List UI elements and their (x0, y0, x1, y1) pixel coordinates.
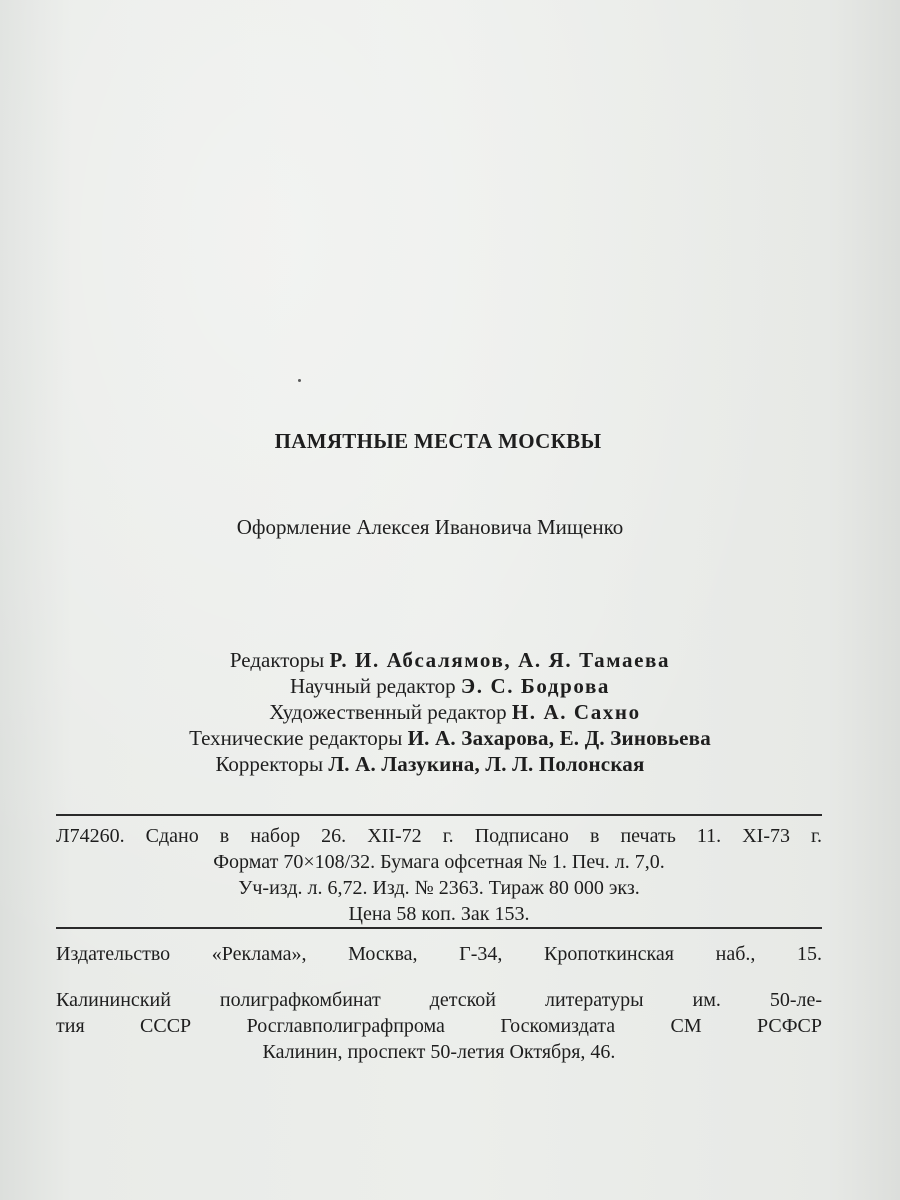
printer-line: Калинин, проспект 50-летия Октября, 46. (262, 1041, 616, 1063)
printer-line: тия СССР Росглавполиграфпрома Госкомиздата СМ РСФСР (56, 1015, 822, 1037)
credit-role: Технические редакторы (189, 726, 403, 750)
credit-art-editor (0, 699, 900, 725)
credit-names: Р. И. Абсалямов, А. Я. Тамаева (329, 648, 671, 672)
bottom-divider (56, 927, 822, 929)
credit-proofreaders (0, 751, 900, 777)
imprint-block (56, 823, 822, 927)
credit-role: Научный редактор (289, 674, 456, 698)
credit-science-editor (0, 673, 900, 699)
publisher-address: Издательство «Реклама», Москва, Г-34, Кропоткинская наб., 15. (56, 943, 822, 965)
imprint-line: Л74260. Сдано в набор 26. XII-72 г. Подписано в печать 11. XI-73 г. (56, 825, 822, 847)
credit-names: И. А. Захарова, Е. Д. Зиновьева (407, 726, 711, 750)
credit-role: Художественный редактор (269, 700, 507, 724)
paper-speck (298, 379, 301, 382)
printer-block (56, 987, 822, 1065)
book-title: ПАМЯТНЫЕ МЕСТА МОСКВЫ (274, 429, 602, 453)
credit-role: Редакторы (229, 648, 325, 672)
credit-tech-editors (0, 725, 900, 751)
imprint-line: Уч-изд. л. 6,72. Изд. № 2363. Тираж 80 000 экз. (238, 877, 640, 899)
printer-line: Калининский полиграфкомбинат детской литературы им. 50-ле- (56, 989, 822, 1011)
credit-names: Э. С. Бодрова (460, 674, 611, 698)
top-divider (56, 814, 822, 816)
credit-role: Корректоры (215, 752, 324, 776)
design-credit: Оформление Алексея Ивановича Мищенко (236, 515, 624, 539)
imprint-line: Формат 70×108/32. Бумага офсетная № 1. Печ. л. 7,0. (213, 851, 665, 873)
imprint-line: Цена 58 коп. Зак 153. (348, 903, 530, 925)
editorial-credits (0, 647, 900, 777)
credit-editors (0, 647, 900, 673)
credit-names: Н. А. Сахно (511, 700, 641, 724)
credit-names: Л. А. Лазукина, Л. Л. Полонская (328, 752, 645, 776)
